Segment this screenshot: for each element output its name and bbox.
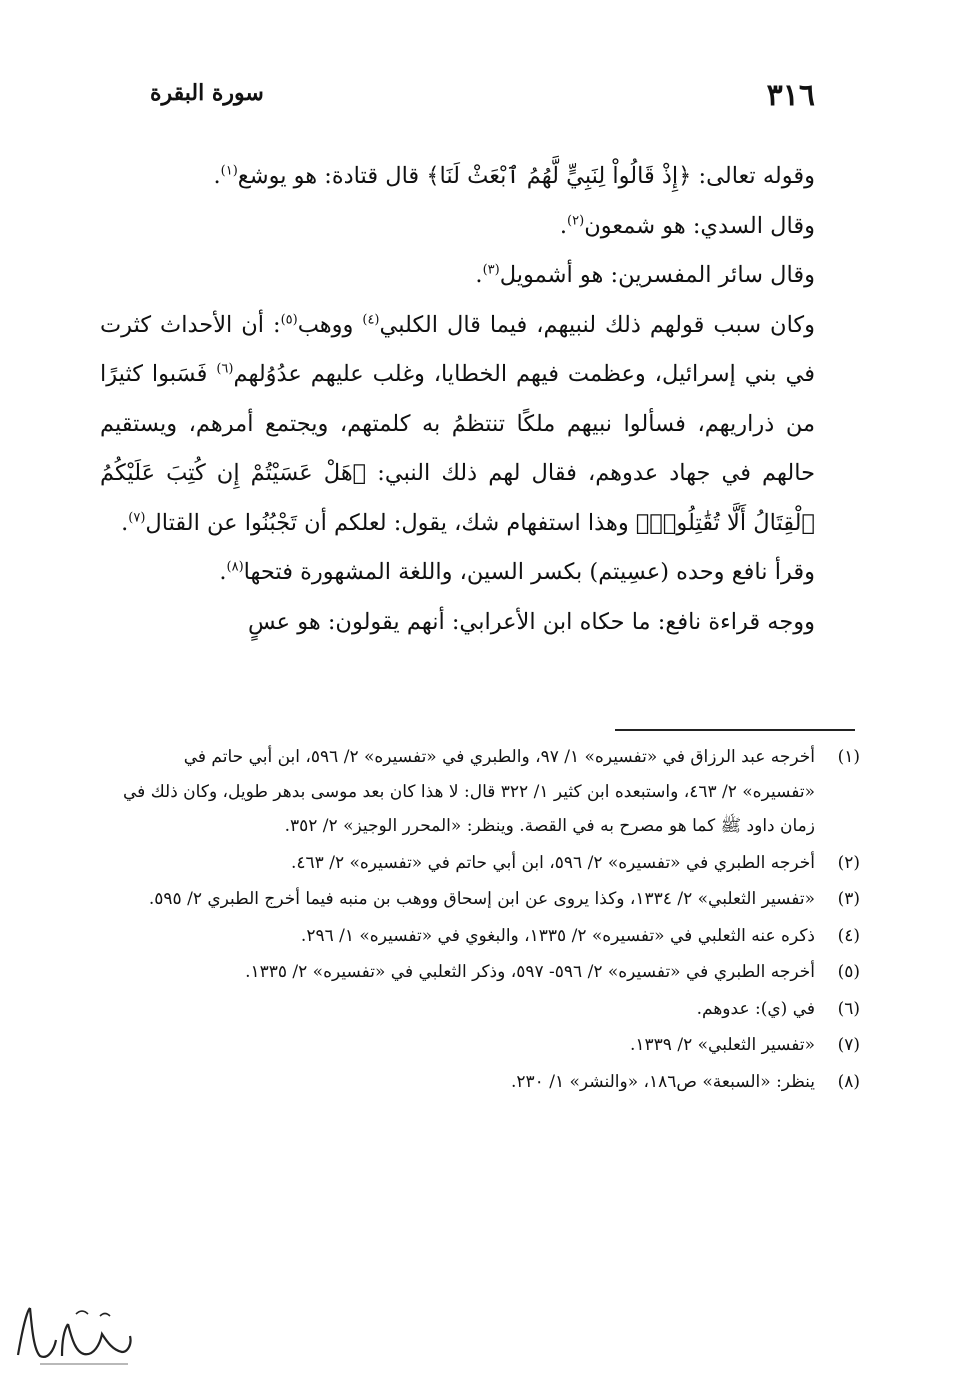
footnote-ref: (٦)	[216, 361, 234, 377]
footnote-ref: (٣)	[482, 262, 500, 278]
footnote-ref: (٥)	[280, 312, 298, 327]
paragraph-5	[100, 548, 815, 598]
paragraph-6: ووجه قراءة نافع: ما حكاه ابن الأعرابي: أنهم يقولون: هو عسٍ	[247, 608, 815, 635]
text-span: .	[475, 262, 483, 288]
footnote-text: ذكره عنه الثعلبي في «تفسيره» ٢/ ١٣٣٥، والبغوي في «تفسيره» ١/ ٢٩٦.	[300, 925, 815, 946]
footnote-number: (٢)	[837, 852, 860, 873]
footnote-ref: (٨)	[226, 559, 244, 575]
text-span: .	[213, 163, 221, 189]
text-span: .	[121, 509, 129, 536]
footnote	[120, 1028, 860, 1063]
footnote	[120, 992, 860, 1027]
text-span: .	[559, 212, 568, 239]
footnote-number: (٥)	[837, 962, 860, 982]
page-number: ٣١٦	[766, 78, 815, 113]
main-text	[100, 152, 815, 647]
footnote-number: (٧)	[837, 1035, 860, 1055]
footnote	[120, 846, 860, 881]
text-span: وكان سبب قولهم ذلك لنبيهم، فيما قال الكلبي	[379, 311, 816, 338]
text-span: وقال السدي: هو شمعون	[584, 212, 815, 239]
text-span: وقرأ نافع وحده (عسِيتم) بكسر السين، واللغة المشهورة فتحها	[243, 559, 815, 585]
footnote	[120, 1065, 860, 1100]
publisher-logo-icon	[10, 1300, 140, 1370]
footnote-ref: (٧)	[128, 510, 146, 525]
paragraph-4	[100, 301, 815, 549]
text-span: فَسَبوا كثيرًا من ذراريهم، فسألوا نبيهم ملكًا تنتظمُ به كلمتهم، ويجتمع أمرهم، ويستقيم حالهم في جهاد عدوهم، فقال لهم ذلك النبي: ﴿هَلْ عَسَيْتُمْ إِن كُتِبَ عَلَيْكُمُ ٱلْقِتَالُ أَلَّا تُقَٰتِلُوا۟﴾ وهذا استفهام شك، يقول: لعلكم أن تَجْبُنُوا عن القتال	[100, 361, 815, 536]
footnote-ref: (٤)	[362, 312, 380, 327]
footnote-ref: (٢)	[567, 213, 585, 228]
footnote-text: أخرجه عبد الرزاق في «تفسيره» ١/ ٩٧، والطبري في «تفسيره» ٢/ ٥٩٦، ابن أبي حاتم في «تفسيره» ٢/ ٤٦٣، واستبعده ابن كثير ١/ ٣٢٢ قال: لا هذا كان بعد موسى بدهر طويل، وكان ذلك في زمان داود ﷺ كما هو مصرح به في القصة. وينظر: «المحرر الوجيز» ٢/ ٣٥٢.	[123, 747, 815, 836]
footnote-number: (٦)	[837, 998, 860, 1019]
footnote-text: ينظر: «السبعة» ص١٨٦، «والنشر» ١/ ٢٣٠.	[511, 1071, 815, 1092]
text-span: : أن الأحداث كثرت في بني إسرائيل، وعظمت فيهم الخطايا، وغلب عليهم عدُوُلهم	[100, 311, 815, 387]
text-span: ووهب	[297, 311, 363, 338]
paragraph-3	[100, 251, 815, 301]
text-span: .	[219, 559, 227, 585]
footnote-number: (٨)	[837, 1071, 860, 1092]
footnote-ref: (١)	[220, 163, 238, 179]
footnote	[120, 955, 860, 990]
footnote-text: «تفسير الثعلبي» ٢/ ١٣٣٤، وكذا يروى عن ابن إسحاق ووهب بن منبه فيما أخرج الطبري ٢/ ٥٩٥.	[148, 889, 815, 909]
footnotes	[120, 740, 860, 1101]
running-title: سورة البقرة	[150, 80, 264, 106]
paragraph-1	[100, 152, 815, 202]
footnote-number: (٣)	[837, 889, 860, 909]
footnote-number: (٤)	[837, 925, 860, 946]
footnote-text: أخرجه الطبري في «تفسيره» ٢/ ٥٩٦، ابن أبي حاتم في «تفسيره» ٢/ ٤٦٣.	[291, 852, 815, 873]
footnote-number: (١)	[837, 747, 860, 767]
footnote-text: «تفسير الثعلبي» ٢/ ١٣٣٩.	[630, 1035, 815, 1055]
footnote	[120, 919, 860, 954]
page-header	[150, 78, 815, 118]
footnote-divider	[615, 729, 855, 731]
paragraph-2	[100, 202, 815, 252]
footnote-text: في (ي): عدوهم.	[696, 998, 815, 1019]
footnote	[120, 740, 860, 844]
footnote-text: أخرجه الطبري في «تفسيره» ٢/ ٥٩٦- ٥٩٧، وذكر الثعلبي في «تفسيره» ٢/ ١٣٣٥.	[245, 962, 815, 982]
text-span: وقوله تعالى: ﴿إِذْ قَالُواْ لِنَبِيٍّ لَّهُمُ ٱبْعَثْ لَنَا﴾ قال قتادة: هو يوشع	[237, 163, 815, 189]
footnote	[120, 882, 860, 917]
text-span: وقال سائر المفسرين: هو أشمويل	[499, 262, 815, 288]
